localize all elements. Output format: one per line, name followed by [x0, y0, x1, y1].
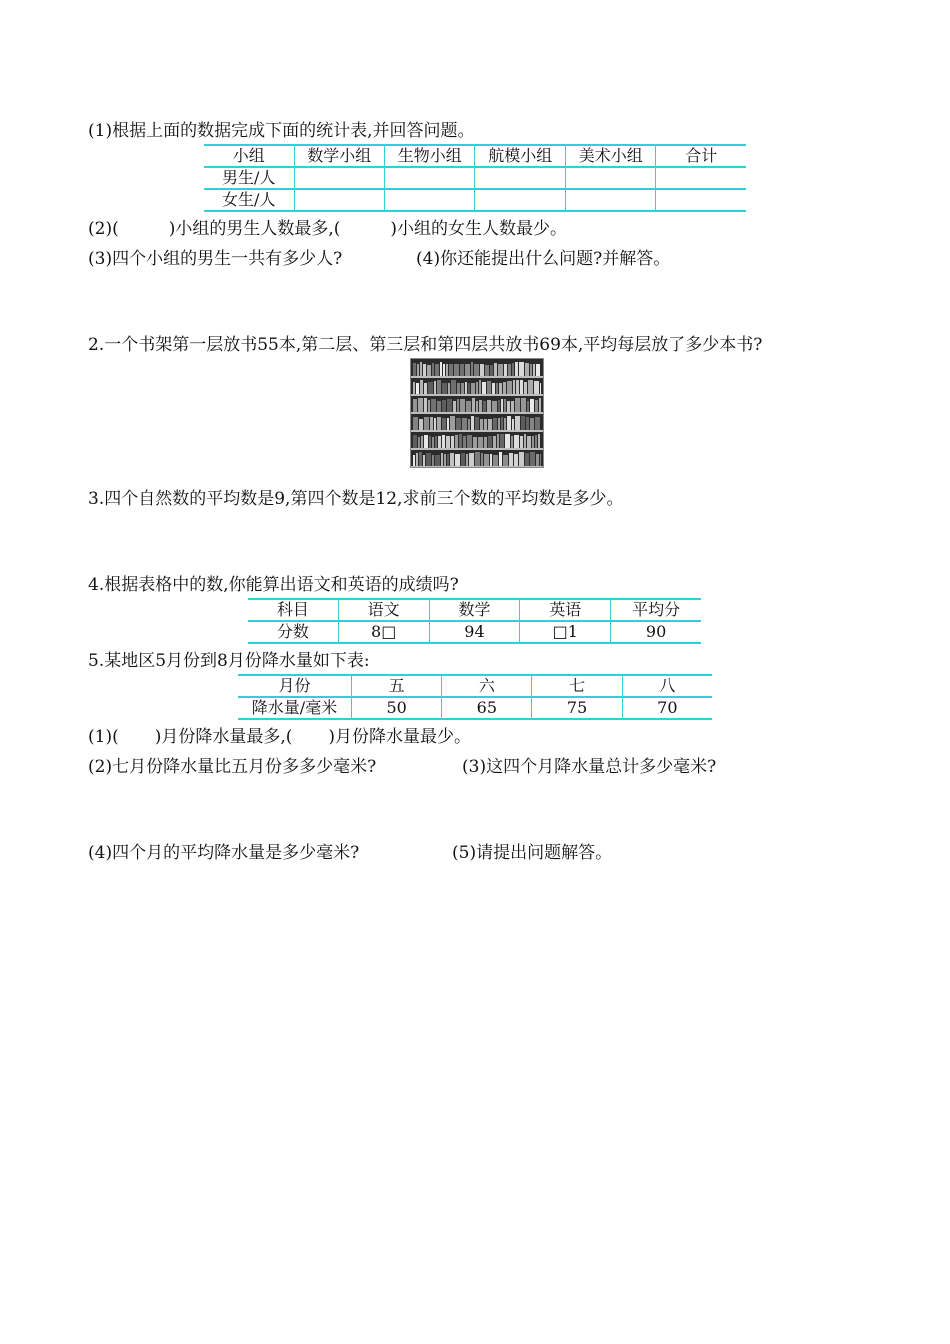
table-header: 七 — [532, 675, 622, 697]
table-row — [238, 697, 712, 719]
table-row-label: 男生/人 — [204, 167, 294, 189]
q1-part2: (2)( )小组的男生人数最多,( )小组的女生人数最少。 — [88, 219, 568, 239]
table-header: 平均分 — [611, 599, 701, 621]
table-cell: 50 — [352, 697, 442, 719]
bookshelf-image — [410, 358, 544, 468]
answer-cell[interactable] — [565, 189, 655, 211]
table-header: 科目 — [248, 599, 338, 621]
table-row — [248, 621, 701, 643]
table-header: 八 — [622, 675, 712, 697]
table-header: 美术小组 — [565, 145, 655, 167]
q1-part1: (1)根据上面的数据完成下面的统计表,并回答问题。 — [88, 121, 475, 141]
q4-score-table — [248, 598, 701, 644]
table-header: 数学小组 — [294, 145, 384, 167]
q1-part3: (3)四个小组的男生一共有多少人? — [88, 249, 343, 269]
table-header: 英语 — [520, 599, 611, 621]
answer-cell[interactable] — [475, 167, 565, 189]
q1-part4: (4)你还能提出什么问题?并解答。 — [416, 249, 671, 269]
table-header: 数学 — [429, 599, 520, 621]
table-cell: 70 — [622, 697, 712, 719]
table-header: 航模小组 — [475, 145, 565, 167]
q1-stats-table — [204, 144, 746, 212]
table-header: 小组 — [204, 145, 294, 167]
q3-text: 3.四个自然数的平均数是9,第四个数是12,求前三个数的平均数是多少。 — [88, 489, 624, 509]
q5-part3: (3)这四个月降水量总计多少毫米? — [462, 757, 717, 777]
answer-cell[interactable] — [656, 167, 746, 189]
table-header: 六 — [442, 675, 532, 697]
table-cell: 90 — [611, 621, 701, 643]
table-row — [204, 167, 746, 189]
table-cell: 65 — [442, 697, 532, 719]
table-cell: 降水量/毫米 — [238, 697, 352, 719]
table-row — [248, 599, 701, 621]
table-row — [204, 189, 746, 211]
table-row — [204, 145, 746, 167]
answer-cell[interactable] — [385, 189, 475, 211]
table-cell: 94 — [429, 621, 520, 643]
answer-cell[interactable] — [656, 189, 746, 211]
table-cell: □1 — [520, 621, 611, 643]
table-row-label: 女生/人 — [204, 189, 294, 211]
q5-part5: (5)请提出问题解答。 — [452, 843, 613, 863]
table-row — [238, 675, 712, 697]
answer-cell[interactable] — [565, 167, 655, 189]
table-cell: 75 — [532, 697, 622, 719]
answer-cell[interactable] — [385, 167, 475, 189]
table-header: 合计 — [656, 145, 746, 167]
bookshelf-icon — [411, 359, 543, 467]
answer-cell[interactable] — [475, 189, 565, 211]
table-header: 生物小组 — [385, 145, 475, 167]
q5-part4: (4)四个月的平均降水量是多少毫米? — [88, 843, 360, 863]
answer-cell[interactable] — [294, 167, 384, 189]
table-header: 语文 — [338, 599, 429, 621]
answer-cell[interactable] — [294, 189, 384, 211]
q5-part2: (2)七月份降水量比五月份多多少毫米? — [88, 757, 377, 777]
table-header: 五 — [352, 675, 442, 697]
q5-part1: (1)( )月份降水量最多,( )月份降水量最少。 — [88, 727, 472, 747]
table-cell: 分数 — [248, 621, 338, 643]
q4-text: 4.根据表格中的数,你能算出语文和英语的成绩吗? — [88, 575, 459, 595]
q5-rain-table — [238, 674, 712, 720]
q5-text: 5.某地区5月份到8月份降水量如下表: — [88, 651, 370, 671]
table-header: 月份 — [238, 675, 352, 697]
q2-text: 2.一个书架第一层放书55本,第二层、第三层和第四层共放书69本,平均每层放了多少本书? — [88, 335, 763, 355]
table-cell: 8□ — [338, 621, 429, 643]
